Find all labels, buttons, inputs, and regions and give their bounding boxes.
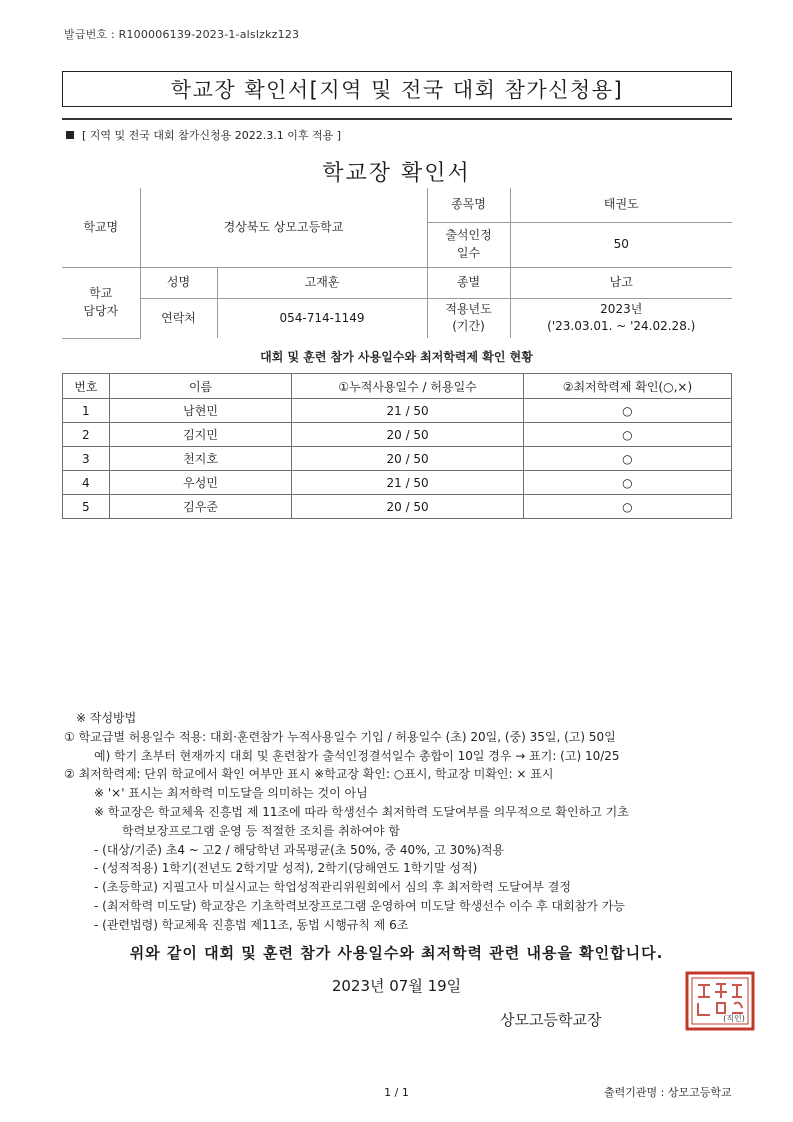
printer-info: 출력기관명 : 상모고등학교 — [604, 1086, 732, 1099]
issue-date: 2023년 07월 19일 — [331, 977, 462, 995]
check-mark: ○ — [523, 423, 731, 447]
table-row — [63, 399, 732, 423]
guide-line: - (성적적용) 1학기(전년도 2학기말 성적), 2학기(당해연도 1학기말 성적) — [94, 861, 478, 876]
column-header: ②최저학력제 확인(○,×) — [523, 374, 731, 399]
year-value-cell — [510, 298, 732, 338]
student-name: 천지호 — [109, 447, 292, 471]
period-value: ('23.03.01. ~ '24.02.28.) — [547, 319, 696, 334]
school-label: 학교명 — [62, 188, 140, 267]
info-table — [62, 188, 732, 339]
officer-label-line1: 학교 — [89, 286, 113, 301]
issue-number: 발급번호 : R100006139-2023-1-alslzkz123 — [64, 28, 300, 41]
column-header: 이름 — [109, 374, 292, 399]
guide-title: ※ 작성방법 — [76, 711, 137, 725]
student-name: 김지민 — [109, 423, 292, 447]
document-title: 학교장 확인서 — [322, 161, 471, 186]
year-label-line2: (기간) — [452, 319, 485, 334]
table-row — [63, 423, 732, 447]
officer-label-line2: 담당자 — [83, 303, 119, 318]
event-value: 태권도 — [510, 188, 732, 222]
student-name: 남현민 — [109, 399, 292, 423]
row-number: 1 — [63, 399, 110, 423]
days-used: 20 / 50 — [292, 423, 523, 447]
check-mark: ○ — [523, 471, 731, 495]
student-name: 김우준 — [109, 495, 292, 519]
attendance-value: 50 — [510, 222, 732, 267]
usage-table — [62, 373, 732, 519]
column-header: 번호 — [63, 374, 110, 399]
divider — [62, 118, 732, 120]
table-row — [63, 447, 732, 471]
school-value: 경상북도 상모고등학교 — [140, 188, 427, 267]
table-row — [63, 471, 732, 495]
row-number: 3 — [63, 447, 110, 471]
attendance-label-line2: 일수 — [456, 245, 481, 260]
official-seal-icon — [684, 971, 756, 1031]
guide-line: 학력보장프로그램 운영 등 적절한 조치를 취하여야 함 — [122, 823, 400, 838]
page-number: 1 / 1 — [384, 1086, 409, 1099]
square-bullet-icon — [66, 131, 74, 139]
contact-value: 054-714-1149 — [217, 298, 427, 338]
name-value: 고재훈 — [217, 267, 427, 298]
officer-label — [62, 267, 140, 338]
seal-graphic — [684, 971, 756, 1031]
days-used: 20 / 50 — [292, 447, 523, 471]
row-number: 5 — [63, 495, 110, 519]
table-row — [63, 495, 732, 519]
seal-text: (직인) — [723, 1014, 745, 1023]
guide-line: ② 최저학력제: 단위 학교에서 확인 여부만 표시 ※학교장 확인: ○표시, 학교장 미확인: × 표시 — [64, 767, 554, 782]
row-number: 2 — [63, 423, 110, 447]
attendance-label-line1: 출석인정 — [445, 228, 492, 243]
guide-line: - (초등학교) 지필고사 미실시교는 학업성적관리위원회에서 심의 후 최저학력 도달여부 결정 — [94, 880, 571, 895]
year-label — [427, 298, 510, 338]
guide-line: 예) 학기 초부터 현재까지 대회 및 훈련참가 출석인정결석일수 총합이 10일 경우 → 표기: (고) 10/25 — [94, 748, 620, 763]
year-value: 2023년 — [600, 301, 643, 316]
guide-line: ※ 학교장은 학교체육 진흥법 제 11조에 따라 학생선수 최저학력 도달여부를 의무적으로 확인하고 기초 — [94, 804, 629, 819]
check-mark: ○ — [523, 447, 731, 471]
notice-text: [ 지역 및 전국 대회 참가신청용 2022.3.1 이후 적용 ] — [82, 129, 342, 142]
name-label: 성명 — [140, 267, 217, 298]
section-title: 대회 및 훈련 참가 사용일수와 최저학력제 확인 현황 — [260, 350, 533, 364]
guide-line: ※ '×' 표시는 최저학력 미도달을 의미하는 것이 아님 — [94, 786, 368, 801]
event-label: 종목명 — [427, 188, 510, 222]
principal-name: 상모고등학교장 — [500, 1011, 602, 1029]
confirmation-statement: 위와 같이 대회 및 훈련 참가 사용일수와 최저학력 관련 내용을 확인합니다. — [129, 944, 664, 962]
check-mark: ○ — [523, 495, 731, 519]
days-used: 20 / 50 — [292, 495, 523, 519]
contact-label: 연락처 — [140, 298, 217, 338]
writing-guide — [64, 709, 629, 935]
days-used: 21 / 50 — [292, 471, 523, 495]
check-mark: ○ — [523, 399, 731, 423]
guide-line: ① 학교급별 허용일수 적용: 대회·훈련참가 누적사용일수 기입 / 허용일수 (초) 20일, (중) 35일, (고) 50일 — [64, 729, 616, 744]
guide-line: - (대상/기준) 초4 ~ 고2 / 해당학년 과목평균(초 50%, 중 40%, 고 30%)적용 — [94, 842, 505, 857]
column-header: ①누적사용일수 / 허용일수 — [292, 374, 523, 399]
year-label-line1: 적용년도 — [445, 301, 492, 316]
attendance-label — [427, 222, 510, 267]
header-title: 학교장 확인서[지역 및 전국 대회 참가신청용] — [62, 71, 732, 107]
category-value: 남고 — [510, 267, 732, 298]
guide-line: - (관련법령) 학교체육 진흥법 제11조, 동법 시행규칙 제 6조 — [94, 917, 409, 932]
days-used: 21 / 50 — [292, 399, 523, 423]
notice-line — [66, 127, 341, 143]
row-number: 4 — [63, 471, 110, 495]
student-name: 우성민 — [109, 471, 292, 495]
guide-line: - (최저학력 미도달) 학교장은 기초학력보장프로그램 운영하여 미도달 학생선수 이수 후 대회참가 가능 — [94, 898, 625, 913]
category-label: 종별 — [427, 267, 510, 298]
